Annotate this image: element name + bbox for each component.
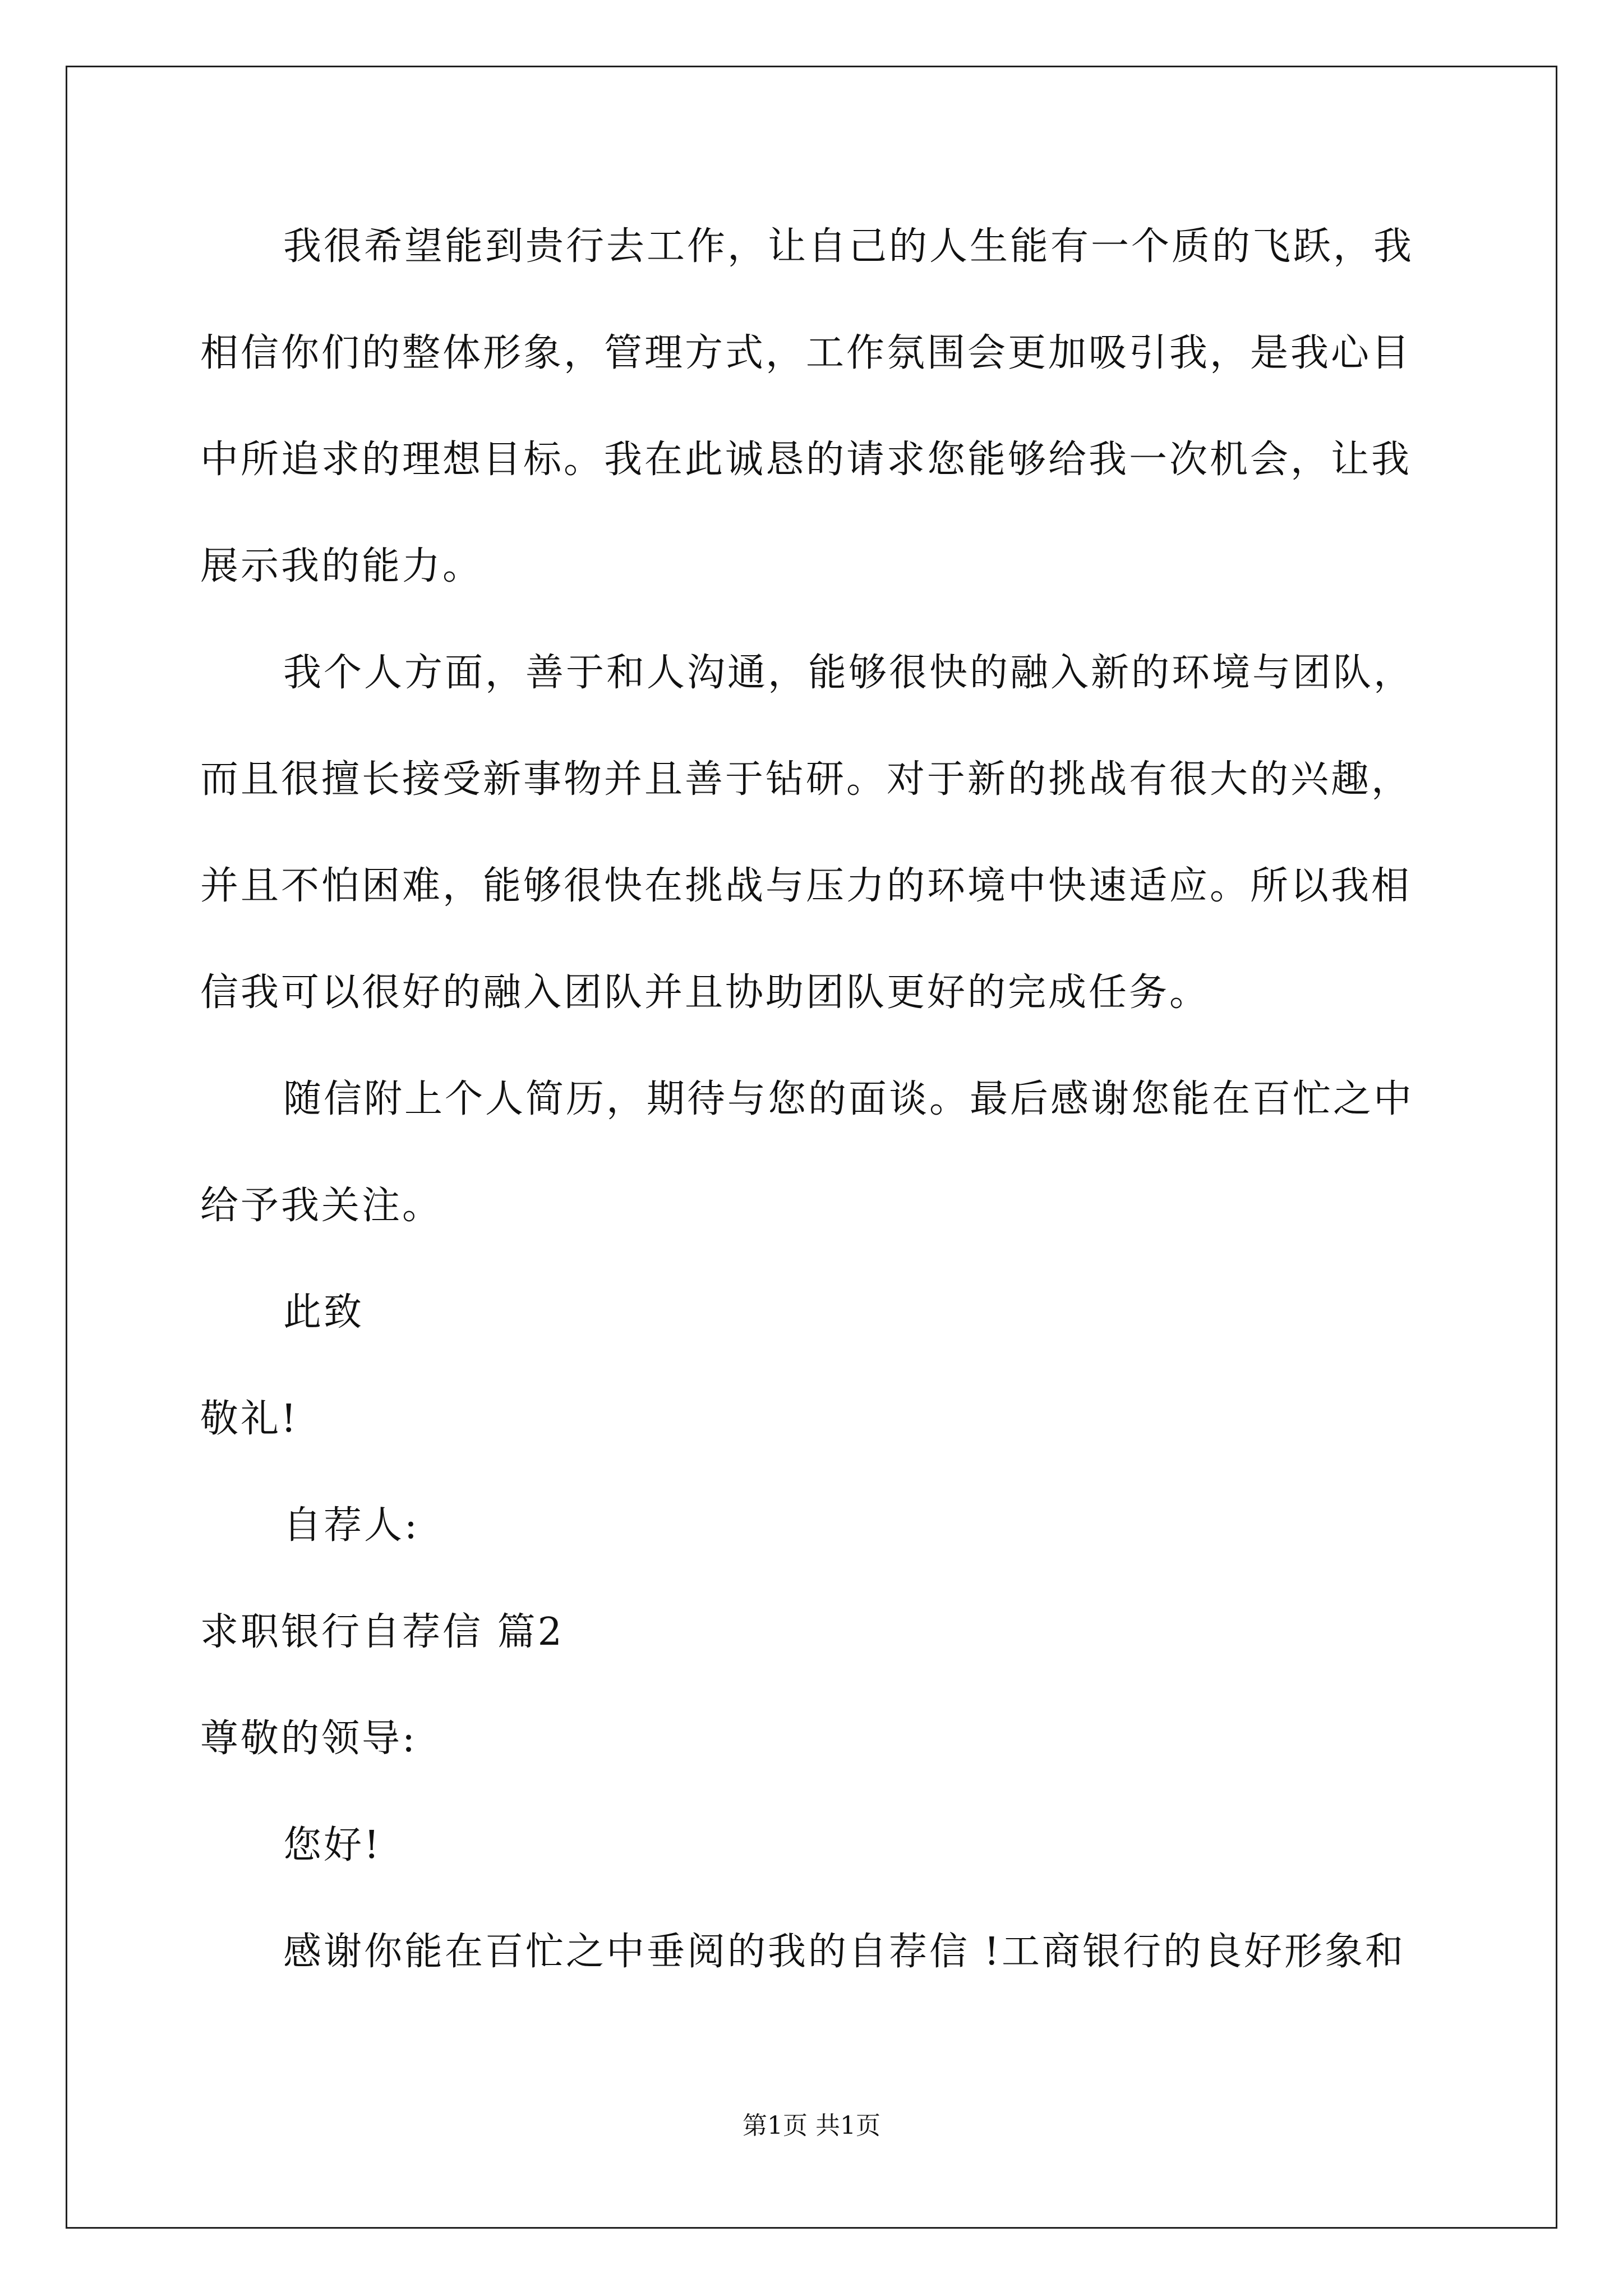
closing-regards: 敬礼!	[200, 1397, 299, 1441]
paragraph-line: 相信你们的整体形象，管理方式，工作氛围会更加吸引我，是我心目	[200, 331, 1412, 375]
page-footer: 第1页 共1页	[743, 2111, 880, 2140]
greeting: 您好!	[283, 1823, 382, 1867]
paragraph-line: 展示我的能力。	[200, 544, 483, 588]
signature-label: 自荐人:	[283, 1503, 419, 1548]
paragraph-line: 感谢你能在百忙之中垂阅的我的自荐信 !工商银行的良好形象和	[283, 1930, 1405, 1974]
paragraph-line: 我很希望能到贵行去工作，让自己的人生能有一个质的飞跃，我	[283, 224, 1414, 269]
paragraph-line: 中所追求的理想目标。我在此诚恳的请求您能够给我一次机会，让我	[200, 438, 1412, 482]
paragraph-line: 信我可以很好的融入团队并且协助团队更好的完成任务。	[200, 970, 1210, 1015]
paragraph-line: 随信附上个人简历，期待与您的面谈。最后感谢您能在百忙之中	[283, 1077, 1414, 1121]
paragraph-line: 我个人方面，善于和人沟通，能够很快的融入新的环境与团队，	[283, 651, 1414, 695]
paragraph-line: 而且很擅长接受新事物并且善于钻研。对于新的挑战有很大的兴趣，	[200, 757, 1412, 802]
paragraph-line: 并且不怕困难，能够很快在挑战与压力的环境中快速适应。所以我相	[200, 864, 1412, 908]
closing-salutation: 此致	[283, 1290, 365, 1335]
greeting-recipient: 尊敬的领导:	[200, 1717, 417, 1761]
paragraph-line: 给予我关注。	[200, 1184, 443, 1228]
page-border	[66, 66, 1557, 2229]
section-title: 求职银行自荐信 篇2	[200, 1610, 564, 1654]
